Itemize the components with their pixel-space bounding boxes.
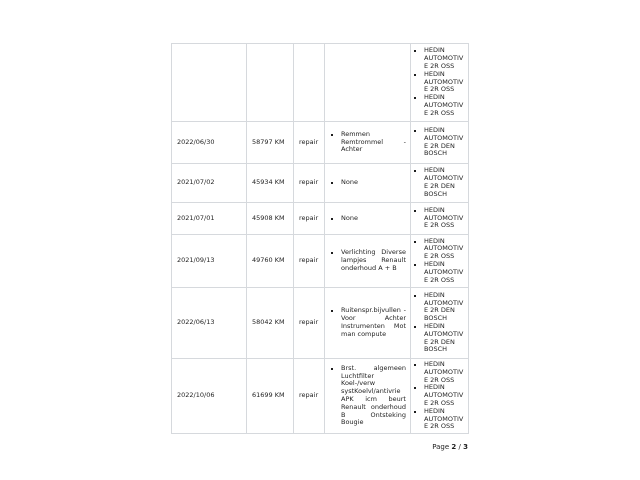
list-item xyxy=(413,408,467,431)
maintenance-history-table xyxy=(171,43,469,434)
workshop-cell xyxy=(411,122,469,164)
description-cell xyxy=(325,44,411,122)
list-item xyxy=(330,215,406,223)
workshop-cell xyxy=(411,44,469,122)
table-row xyxy=(172,235,469,288)
list-item xyxy=(330,179,406,187)
workshop-name: HEDIN AUTOMOTIVE 2R OSS xyxy=(424,69,464,94)
table-row xyxy=(172,203,469,235)
list-item xyxy=(413,361,467,384)
service-type-cell: repair xyxy=(294,288,325,359)
table-row xyxy=(172,359,469,434)
workshop-name: HEDIN AUTOMOTIVE 2R OSS xyxy=(424,46,464,70)
list-item xyxy=(413,127,467,158)
page-total: 3 xyxy=(463,443,468,451)
service-description: Verlichting Diverse lampjes Renault onderhoud A + B xyxy=(341,248,406,272)
list-item xyxy=(330,249,406,272)
workshop-name: HEDIN AUTOMOTIVE 2R DEN BOSCH xyxy=(424,125,464,158)
table-row xyxy=(172,288,469,359)
list-item xyxy=(413,238,467,261)
date-cell: 2021/09/13 xyxy=(172,235,247,288)
date-cell: 2022/10/06 xyxy=(172,359,247,434)
service-description: Brst. algemeen Luchtfilter Koel-/verw systKoelvl/antivrie APK icm beurt Renault onderhoud B Ontsteking Bougie xyxy=(341,363,406,427)
service-description: None xyxy=(341,213,358,222)
date-cell: 2022/06/13 xyxy=(172,288,247,359)
list-item xyxy=(413,292,467,323)
workshop-cell xyxy=(411,203,469,235)
date-cell xyxy=(172,44,247,122)
table-row xyxy=(172,164,469,203)
mileage-cell: 45908 KM xyxy=(247,203,294,235)
date-cell: 2022/06/30 xyxy=(172,122,247,164)
workshop-name: HEDIN AUTOMOTIVE 2R OSS xyxy=(424,383,464,407)
service-type-cell: repair xyxy=(294,164,325,203)
description-cell xyxy=(325,288,411,359)
date-cell: 2021/07/01 xyxy=(172,203,247,235)
workshop-name: HEDIN AUTOMOTIVE 2R OSS xyxy=(424,260,464,284)
workshop-name: HEDIN AUTOMOTIVE 2R OSS xyxy=(424,93,464,117)
workshop-name: HEDIN AUTOMOTIVE 2R DEN BOSCH xyxy=(424,290,464,323)
service-type-cell: repair xyxy=(294,235,325,288)
mileage-cell: 58797 KM xyxy=(247,122,294,164)
service-description: Remmen Remtrommel - Achter xyxy=(341,129,406,154)
workshop-name: HEDIN AUTOMOTIVE 2R OSS xyxy=(424,236,464,261)
workshop-name: HEDIN AUTOMOTIVE 2R OSS xyxy=(424,406,464,431)
list-item xyxy=(413,207,467,230)
workshop-name: HEDIN AUTOMOTIVE 2R DEN BOSCH xyxy=(424,322,464,354)
table-row xyxy=(172,44,469,122)
service-type-cell xyxy=(294,44,325,122)
workshop-cell xyxy=(411,288,469,359)
date-cell: 2021/07/02 xyxy=(172,164,247,203)
list-item xyxy=(413,384,467,407)
service-type-cell: repair xyxy=(294,203,325,235)
table-row xyxy=(172,122,469,164)
mileage-cell: 61699 KM xyxy=(247,359,294,434)
page-separator: / xyxy=(458,443,461,451)
mileage-cell: 58042 KM xyxy=(247,288,294,359)
mileage-cell: 45934 KM xyxy=(247,164,294,203)
list-item xyxy=(413,47,467,70)
workshop-cell xyxy=(411,359,469,434)
description-cell xyxy=(325,203,411,235)
page-label: Page xyxy=(432,443,450,451)
description-cell xyxy=(325,122,411,164)
workshop-cell xyxy=(411,235,469,288)
list-item xyxy=(413,261,467,284)
workshop-name: HEDIN AUTOMOTIVE 2R OSS xyxy=(424,360,464,384)
list-item xyxy=(330,365,406,427)
service-description: None xyxy=(341,178,358,187)
mileage-cell xyxy=(247,44,294,122)
service-type-cell: repair xyxy=(294,359,325,434)
workshop-name: HEDIN AUTOMOTIVE 2R OSS xyxy=(424,205,464,230)
service-description: Ruitenspr.bijvullen - Voor Achter Instrumenten Mot man compute xyxy=(341,306,406,338)
list-item xyxy=(413,94,467,117)
page-indicator xyxy=(432,443,468,452)
mileage-cell: 49760 KM xyxy=(247,235,294,288)
description-cell xyxy=(325,359,411,434)
list-item xyxy=(330,307,406,338)
workshop-name: HEDIN AUTOMOTIVE 2R DEN BOSCH xyxy=(424,166,464,198)
description-cell xyxy=(325,235,411,288)
list-item xyxy=(330,131,406,154)
list-item xyxy=(413,71,467,94)
workshop-cell xyxy=(411,164,469,203)
page-current: 2 xyxy=(451,443,457,451)
description-cell xyxy=(325,164,411,203)
service-type-cell: repair xyxy=(294,122,325,164)
list-item xyxy=(413,167,467,198)
list-item xyxy=(413,323,467,354)
